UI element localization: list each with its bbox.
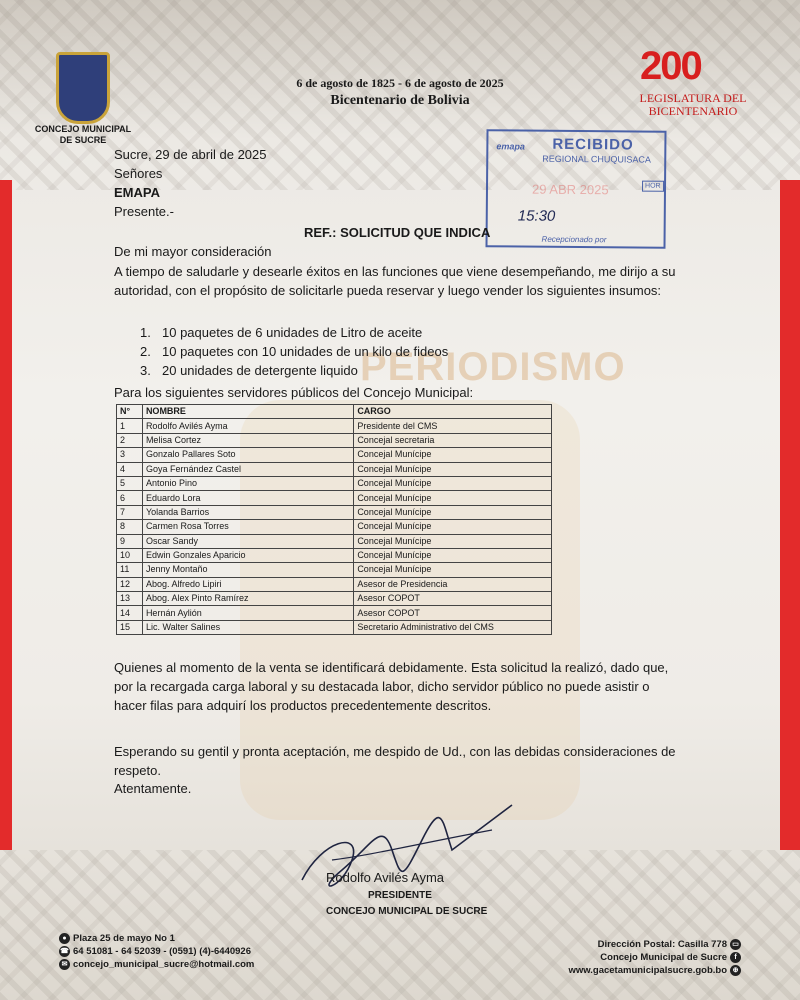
present: Presente.- [114,204,174,219]
staff-name: Carmen Rosa Torres [142,520,353,534]
footer-address: Plaza 25 de mayo No 1 [73,933,175,944]
table-row [117,548,552,562]
staff-position: Concejal Munícipe [354,476,552,490]
staff-table [116,404,552,635]
list-item: 3. 20 unidades de detergente liquido [140,363,358,378]
supply-list [140,323,448,380]
table-row [117,448,552,462]
staff-name: Lic. Walter Salines [142,620,353,634]
row-number: 5 [117,476,143,490]
footer-website: www.gacetamunicipalsucre.gob.bo [568,965,727,976]
row-number: 15 [117,620,143,634]
handwritten-signature [292,800,522,900]
coat-of-arms-logo [56,52,110,124]
row-number: 13 [117,592,143,606]
recipient: EMAPA [114,185,160,200]
staff-position: Concejal Munícipe [354,563,552,577]
council-label: CONCEJO MUNICIPAL DE SUCRE [34,124,132,145]
stamp-office: REGIONAL CHUQUISACA [542,153,651,165]
row-number: 4 [117,462,143,476]
footer-facebook: Concejo Municipal de Sucre [600,952,727,963]
row-number: 10 [117,548,143,562]
staff-position: Asesor de Presidencia [354,577,552,591]
row-number: 12 [117,577,143,591]
closing-paragraph: Quienes al momento de la venta se identificará debidamente. Esta solicitud la realizó, dado que, por la recargada carga laboral y su destacada labor, dicho servidor público no puede asistir o hacer filas para adquirí los productos precedentemente descritos. [114,660,669,713]
row-number: 3 [117,448,143,462]
staff-position: Asesor COPOT [354,592,552,606]
table-header-row [117,405,552,419]
mailbox-icon: ▭ [730,939,741,950]
staff-position: Concejal secretaria [354,433,552,447]
staff-position: Concejal Munícipe [354,462,552,476]
staff-name: Edwin Gonzales Aparicio [142,548,353,562]
staff-name: Rodolfo Avilés Ayma [142,419,353,433]
left-red-band [0,180,12,850]
staff-name: Goya Fernández Castel [142,462,353,476]
staff-position: Concejal Munícipe [354,520,552,534]
received-stamp [485,129,666,249]
table-row [117,419,552,433]
place-date: Sucre, 29 de abril de 2025 [114,147,267,162]
staff-name: Gonzalo Pallares Soto [142,448,353,462]
globe-icon: ⊕ [730,965,741,976]
table-row [117,476,552,490]
facebook-icon: f [730,952,741,963]
staff-name: Eduardo Lora [142,491,353,505]
list-item: 2. 10 paquetes con 10 unidades de un kilo de fideos [140,344,449,359]
header-dates: 6 de agosto de 1825 - 6 de agosto de 2025 [296,76,504,90]
row-number: 1 [117,419,143,433]
column-header: CARGO [354,405,552,419]
footer-info [568,938,744,977]
footer-email: concejo_municipal_sucre@hotmail.com [73,959,255,970]
table-row [117,505,552,519]
staff-position: Concejal Munícipe [354,505,552,519]
table-row [117,534,552,548]
staff-position: Concejal Munícipe [354,548,552,562]
stamp-title: RECIBIDO [552,135,634,154]
watermark-text: PERIODISMO [360,345,626,389]
reference-line: REF.: SOLICITUD QUE INDICA [304,225,491,240]
staff-name: Melisa Cortez [142,433,353,447]
row-number: 7 [117,505,143,519]
list-item: 1. 10 paquetes de 6 unidades de Litro de aceite [140,325,423,340]
legislature-logo-number: 200 [640,44,701,88]
email-icon: ✉ [59,959,70,970]
staff-position: Secretario Administrativo del CMS [354,620,552,634]
staff-position: Asesor COPOT [354,606,552,620]
staff-position: Concejal Munícipe [354,491,552,505]
row-number: 14 [117,606,143,620]
sign-off: Atentamente. [114,781,192,796]
header-bicentenary: Bicentenario de Bolivia [330,93,470,108]
table-row [117,491,552,505]
table-row [117,433,552,447]
column-header: N° [117,405,143,419]
staff-name: Abog. Alfredo Lipiri [142,577,353,591]
table-row [117,520,552,534]
phone-icon: ☎ [60,947,69,955]
table-row [117,620,552,634]
greeting: De mi mayor consideración [114,244,272,259]
stamp-footer: Recepcionado por [541,234,607,245]
row-number: 6 [117,491,143,505]
staff-name: Abog. Alex Pinto Ramírez [142,592,353,606]
footer-postal: Dirección Postal: Casilla 778 [597,939,727,950]
row-number: 2 [117,433,143,447]
stamp-time: 15:30 [517,207,556,225]
stamp-date: 29 ABR 2025 [531,181,609,198]
staff-position: Concejal Munícipe [354,448,552,462]
list-intro: Para los siguientes servidores públicos del Concejo Municipal: [114,385,474,400]
table-row [117,592,552,606]
stamp-hour-label: HOR [642,181,664,192]
staff-name: Yolanda Barrios [142,505,353,519]
footer-contact [56,932,254,971]
salutation-to: Señores [114,166,163,181]
staff-position: Concejal Munícipe [354,534,552,548]
row-number: 8 [117,520,143,534]
row-number: 9 [117,534,143,548]
staff-position: Presidente del CMS [354,419,552,433]
table-row [117,563,552,577]
row-number: 11 [117,563,143,577]
table-row [117,577,552,591]
farewell-paragraph: Esperando su gentil y pronta aceptación, me despido de Ud., con las debidas consideraciones de respeto. [114,744,676,778]
table-row [117,606,552,620]
signer-name: Rodolfo Avilés Ayma [326,870,445,885]
staff-name: Jenny Montaño [142,563,353,577]
emapa-stamp-icon: emapa [496,141,525,152]
staff-name: Antonio Pino [142,476,353,490]
signer-role: PRESIDENTE [368,890,432,901]
table-row [117,462,552,476]
staff-name: Oscar Sandy [142,534,353,548]
staff-name: Hernán Aylión [142,606,353,620]
right-red-band [780,180,800,850]
footer-phones: 64 51081 - 64 52039 - (0591) (4)-6440926 [73,946,251,957]
location-pin-icon: ● [59,933,70,944]
legislature-logo-label: LEGISLATURA DEL BICENTENARIO [639,91,747,118]
intro-paragraph: A tiempo de saludarle y desearle éxitos en las funciones que viene desempeñando, me dirijo a su autoridad, con el propósito de solicitarle pueda reservar y luego vender los siguientes insumos: [114,264,676,298]
column-header: NOMBRE [142,405,353,419]
signer-organization: CONCEJO MUNICIPAL DE SUCRE [326,906,488,917]
